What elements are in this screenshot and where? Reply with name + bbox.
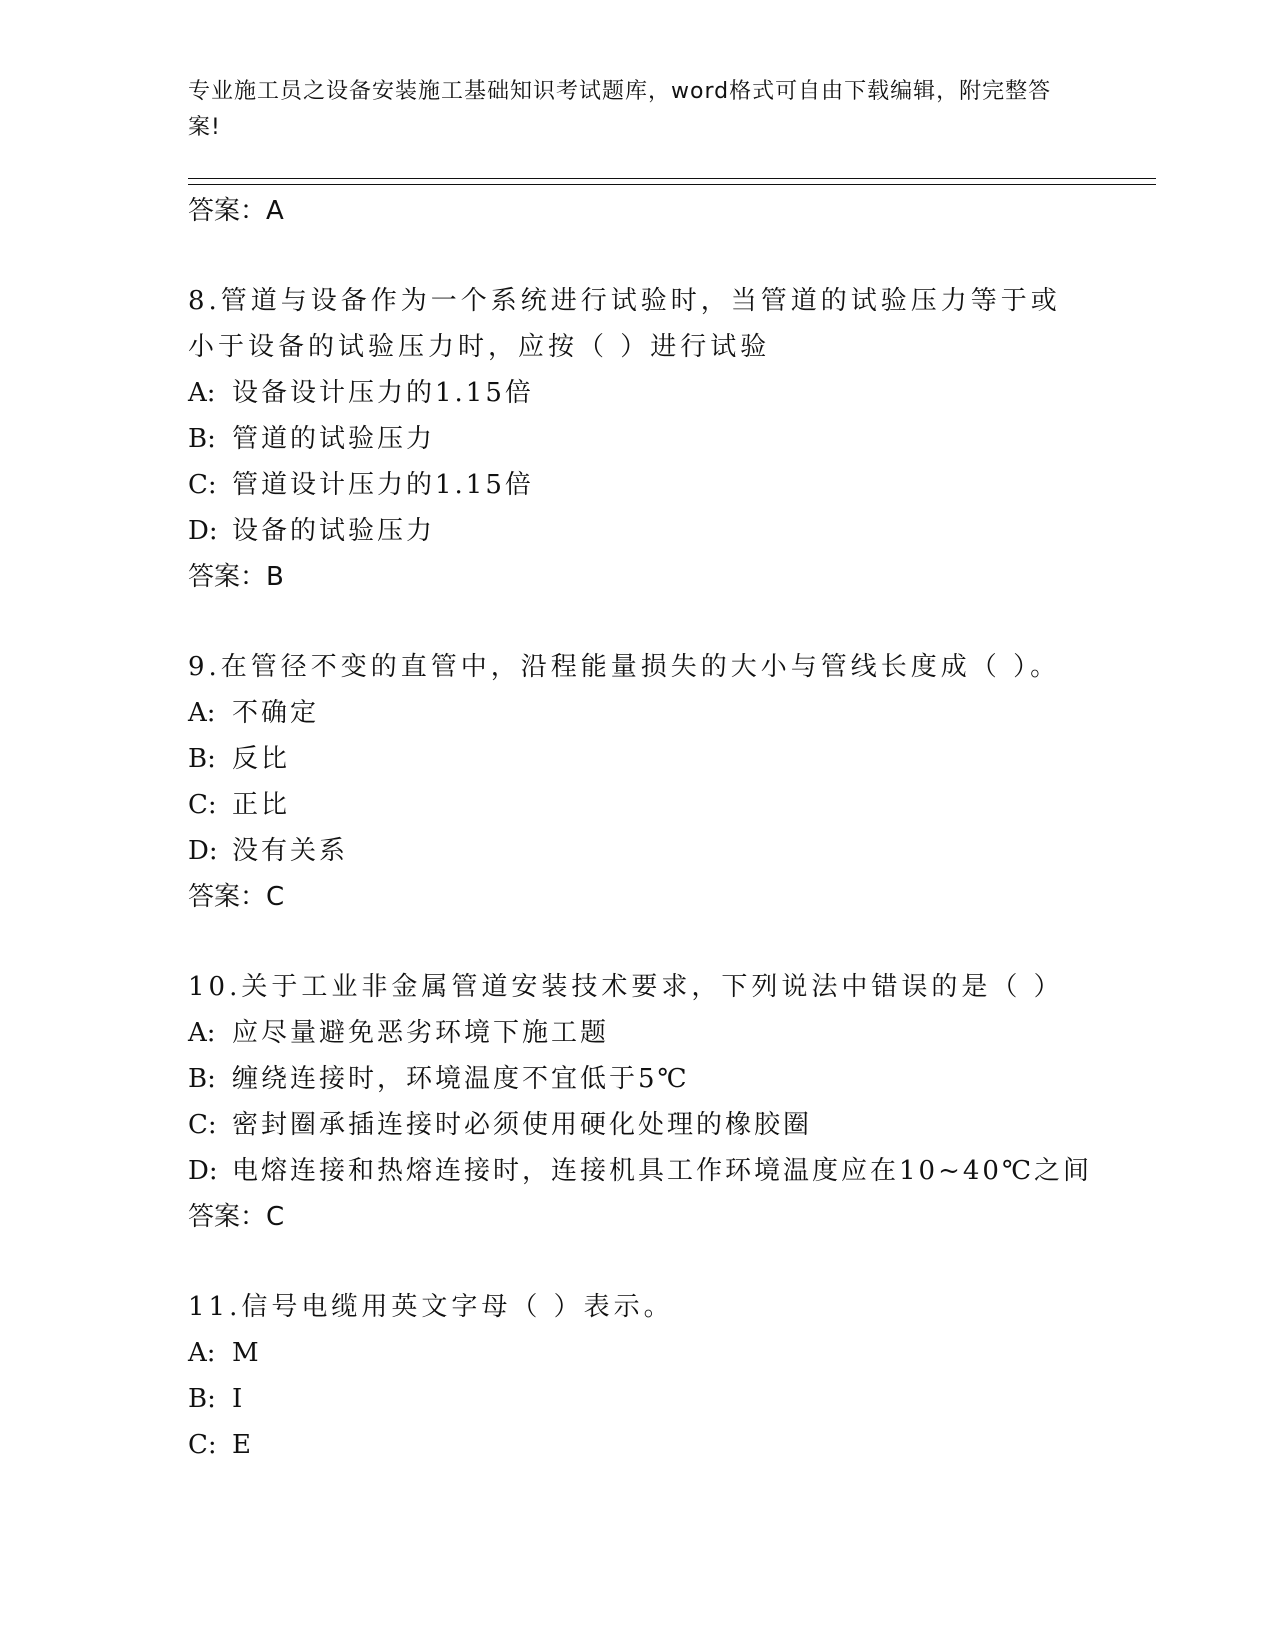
option-b bbox=[188, 1056, 1088, 1102]
question-text: 9.在管径不变的直管中，沿程能量损失的大小与管线长度成（ ）。 bbox=[188, 652, 1061, 682]
option-text: 管道设计压力的1.15倍 bbox=[232, 470, 534, 500]
option-a bbox=[188, 1010, 1088, 1056]
question-text: 10.关于工业非金属管道安装技术要求，下列说法中错误的是（ ） bbox=[188, 972, 1064, 1002]
question-text: 11.信号电缆用英文字母（ ）表示。 bbox=[188, 1292, 674, 1322]
option-d bbox=[188, 508, 1088, 554]
option-letter: C: bbox=[188, 790, 217, 820]
option-text: 电熔连接和热熔连接时，连接机具工作环境温度应在10~40℃之间 bbox=[232, 1156, 1093, 1186]
option-text: 缠绕连接时，环境温度不宜低于5℃ bbox=[232, 1064, 690, 1094]
option-letter: B: bbox=[188, 1064, 216, 1094]
option-letter: C: bbox=[188, 1430, 217, 1460]
option-a bbox=[188, 370, 1088, 416]
answer-line: 答案：A bbox=[188, 196, 284, 226]
option-text: M bbox=[232, 1338, 262, 1368]
option-letter: B: bbox=[188, 1384, 216, 1414]
question-text: 8.管道与设备作为一个系统进行试验时，当管道的试验压力等于或小于设备的试验压力时，应按（ ）进行试验 bbox=[188, 286, 1061, 362]
option-text: 反比 bbox=[232, 744, 291, 774]
option-text: 密封圈承插连接时必须使用硬化处理的橡胶圈 bbox=[232, 1110, 813, 1140]
option-letter: A: bbox=[188, 378, 216, 408]
option-b bbox=[188, 416, 1088, 462]
question-item bbox=[188, 278, 1088, 600]
option-b bbox=[188, 1376, 1088, 1422]
option-a bbox=[188, 1330, 1088, 1376]
option-letter: A: bbox=[188, 1338, 216, 1368]
option-text: E bbox=[232, 1430, 254, 1460]
option-text: 正比 bbox=[232, 790, 291, 820]
header-divider-second bbox=[188, 184, 1156, 185]
question-item bbox=[188, 644, 1088, 920]
option-c bbox=[188, 462, 1088, 508]
answer-line: 答案：C bbox=[188, 882, 285, 912]
option-letter: B: bbox=[188, 424, 216, 454]
option-letter: D: bbox=[188, 1156, 218, 1186]
option-text: 不确定 bbox=[232, 698, 320, 728]
option-b bbox=[188, 736, 1088, 782]
answer-line: 答案：C bbox=[188, 1202, 285, 1232]
option-letter: C: bbox=[188, 1110, 217, 1140]
option-text: 设备设计压力的1.15倍 bbox=[232, 378, 534, 408]
option-letter: C: bbox=[188, 470, 217, 500]
question-item bbox=[188, 964, 1093, 1240]
option-text: I bbox=[232, 1384, 246, 1414]
option-d bbox=[188, 828, 1088, 874]
answer-line: 答案：B bbox=[188, 562, 284, 592]
option-letter: A: bbox=[188, 698, 216, 728]
option-letter: A: bbox=[188, 1018, 216, 1048]
question-list bbox=[188, 188, 1093, 1468]
header-divider bbox=[188, 178, 1156, 179]
option-a bbox=[188, 690, 1088, 736]
option-letter: D: bbox=[188, 516, 218, 546]
option-c bbox=[188, 1422, 1088, 1468]
option-c bbox=[188, 1102, 1088, 1148]
option-text: 没有关系 bbox=[232, 836, 349, 866]
option-text: 应尽量避免恶劣环境下施工题 bbox=[232, 1018, 610, 1048]
option-text: 管道的试验压力 bbox=[232, 424, 436, 454]
option-text: 设备的试验压力 bbox=[232, 516, 436, 546]
option-c bbox=[188, 782, 1088, 828]
page-header: 专业施工员之设备安装施工基础知识考试题库，word格式可自由下载编辑，附完整答案! bbox=[188, 79, 1052, 140]
option-d bbox=[188, 1148, 1093, 1194]
option-letter: D: bbox=[188, 836, 218, 866]
question-item bbox=[188, 1284, 1088, 1468]
option-letter: B: bbox=[188, 744, 216, 774]
